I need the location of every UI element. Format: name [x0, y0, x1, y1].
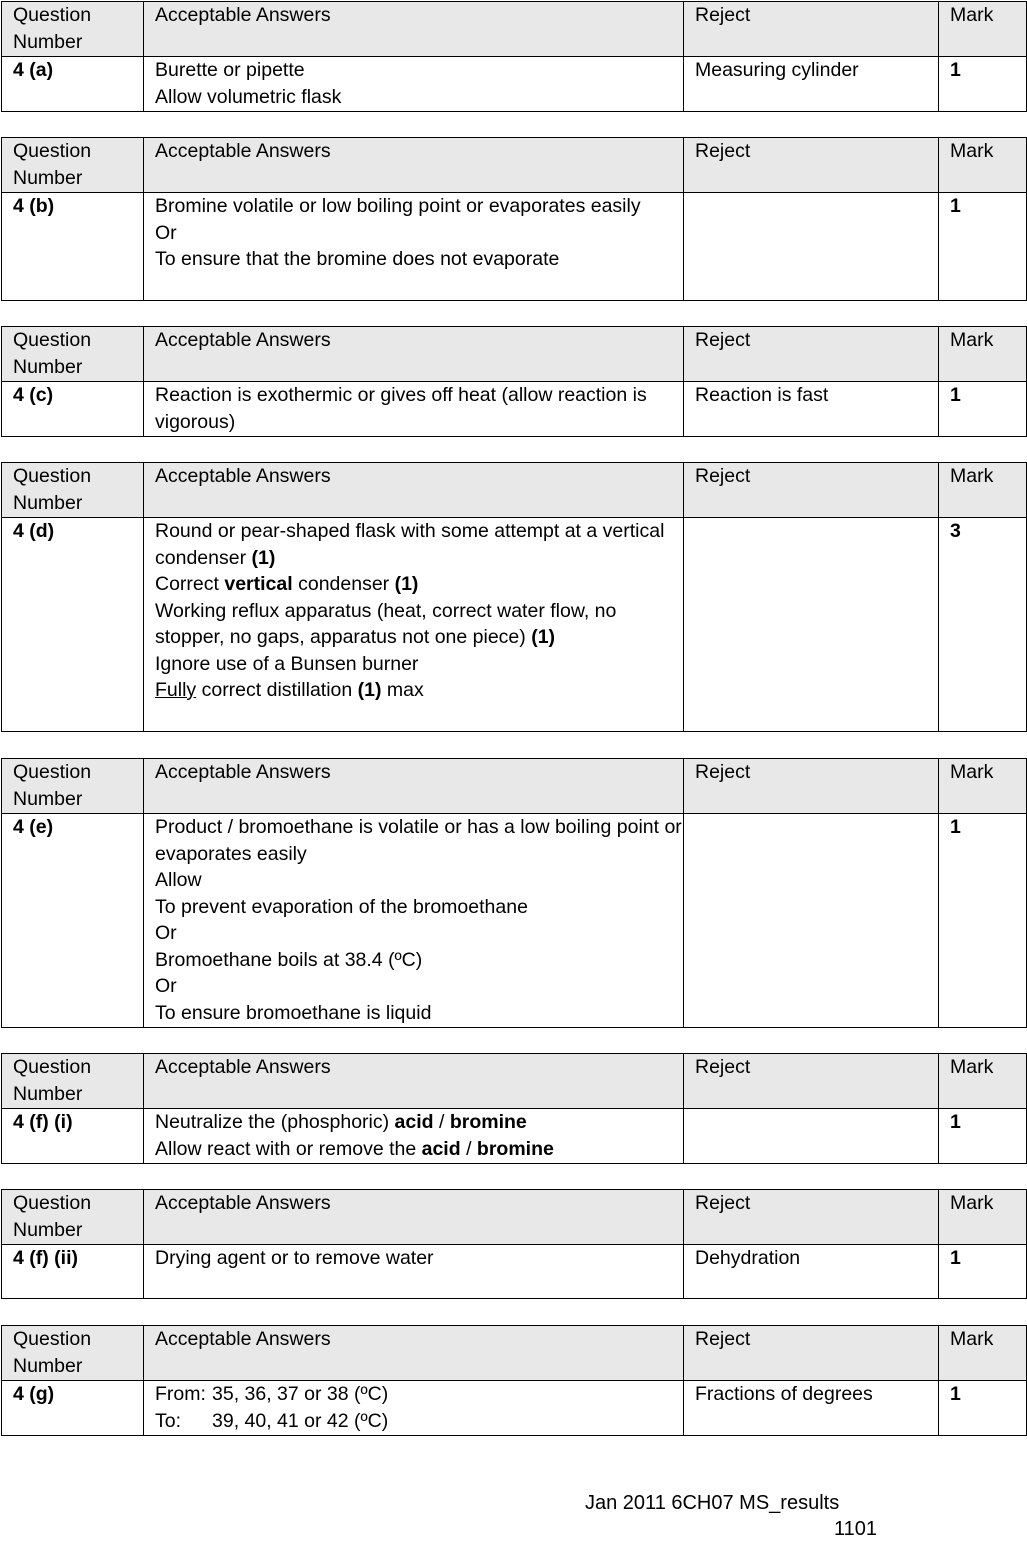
answer-row: [2, 814, 1027, 1028]
answer-text: /: [466, 1137, 472, 1160]
answer-text: Neutralize the (phosphoric): [155, 1111, 390, 1133]
question-number: 4 (f) (ii): [2, 1245, 144, 1299]
acceptable-answers: [144, 814, 684, 1028]
header-mark: Mark: [939, 2, 1027, 57]
answer-line: Burette or pipette: [155, 59, 305, 81]
header-acceptable-answers: Acceptable Answers: [144, 1190, 684, 1245]
answer-emphasis: bromine: [476, 1137, 554, 1160]
answer-line: To ensure that the bromine does not evaporate: [155, 248, 560, 270]
answer-line: Or: [155, 922, 177, 944]
answer-text: Allow react with or remove the: [155, 1137, 417, 1160]
question-number: 4 (e): [2, 814, 144, 1028]
header-question-number: Question Number: [2, 463, 144, 518]
header-acceptable-answers: Acceptable Answers: [144, 759, 684, 814]
answer-row: [2, 518, 1027, 732]
header-question-number: Question Number: [2, 1054, 144, 1109]
mark-value: 1: [939, 193, 1027, 301]
header-mark: Mark: [939, 327, 1027, 382]
range-values: 39, 40, 41 or 42 (ºC): [212, 1409, 389, 1432]
mark-value: 1: [939, 1381, 1027, 1436]
mark-value: 1: [939, 57, 1027, 112]
reject-text: [684, 193, 939, 301]
header-reject: Reject: [684, 138, 939, 193]
header-reject: Reject: [684, 1190, 939, 1245]
page-footer: [585, 1490, 877, 1542]
mark-point: (1): [251, 546, 276, 569]
acceptable-answers: [144, 1381, 684, 1436]
answer-text: /: [439, 1111, 445, 1133]
answer-emphasis: acid: [421, 1137, 461, 1160]
mark-table-4fi: [1, 1053, 1027, 1164]
range-label: To:: [155, 1409, 182, 1432]
answer-line: Or: [155, 221, 177, 244]
header-question-number: Question Number: [2, 2, 144, 57]
header-reject: Reject: [684, 327, 939, 382]
header-question-number: Question Number: [2, 138, 144, 193]
header-mark: Mark: [939, 759, 1027, 814]
answer-line: Or: [155, 975, 177, 997]
acceptable-answers: [144, 193, 684, 301]
answer-line: Product / bromoethane is volatile or has a low boiling point or evaporates easily: [155, 816, 682, 865]
answer-line: Working reflux apparatus (heat, correct water flow, no stopper, no gaps, apparatus not one piece): [155, 599, 617, 648]
reject-text: Fractions of degrees: [684, 1381, 939, 1436]
answer-text: Correct: [155, 573, 219, 595]
answer-row: [2, 1109, 1027, 1164]
header-question-number: Question Number: [2, 1326, 144, 1381]
header-reject: Reject: [684, 759, 939, 814]
answer-text: max: [386, 679, 424, 701]
header-acceptable-answers: Acceptable Answers: [144, 2, 684, 57]
answer-line: Drying agent or to remove water: [155, 1247, 434, 1269]
mark-value: 1: [939, 814, 1027, 1028]
header-mark: Mark: [939, 1054, 1027, 1109]
header-row: [2, 327, 1027, 382]
answer-emphasis: bromine: [449, 1111, 527, 1133]
answer-line: Ignore use of a Bunsen burner: [155, 652, 419, 675]
answer-line: Allow volumetric flask: [155, 85, 342, 108]
mark-table-4e: [1, 758, 1027, 1028]
header-mark: Mark: [939, 138, 1027, 193]
acceptable-answers: [144, 57, 684, 112]
footer-page-number: 1101: [833, 1518, 877, 1540]
mark-point: (1): [357, 679, 382, 701]
reject-text: [684, 518, 939, 732]
header-row: [2, 138, 1027, 193]
mark-table-4fii: [1, 1189, 1027, 1299]
header-mark: Mark: [939, 1326, 1027, 1381]
reject-text: [684, 814, 939, 1028]
answer-emphasis: vertical: [224, 573, 293, 595]
range-values: 35, 36, 37 or 38 (ºC): [212, 1383, 389, 1405]
reject-text: [684, 1109, 939, 1164]
mark-value: 1: [939, 382, 1027, 437]
mark-point: (1): [394, 573, 419, 595]
reject-text: Measuring cylinder: [684, 57, 939, 112]
header-question-number: Question Number: [2, 327, 144, 382]
header-row: [2, 1054, 1027, 1109]
header-reject: Reject: [684, 1326, 939, 1381]
answer-row: [2, 57, 1027, 112]
answer-row: [2, 193, 1027, 301]
mark-value: 3: [939, 518, 1027, 732]
mark-table-4c: [1, 326, 1027, 437]
answer-line: Bromine volatile or low boiling point or evaporates easily: [155, 195, 641, 217]
header-row: [2, 2, 1027, 57]
header-acceptable-answers: Acceptable Answers: [144, 327, 684, 382]
footer-document-code: Jan 2011 6CH07 MS_results: [585, 1492, 840, 1514]
range-label: From:: [155, 1383, 206, 1405]
answer-text: correct distillation: [201, 679, 353, 701]
header-question-number: Question Number: [2, 1190, 144, 1245]
answer-line: Reaction is exothermic or gives off heat (allow reaction is vigorous): [155, 384, 647, 433]
header-row: [2, 1190, 1027, 1245]
acceptable-answers: [144, 518, 684, 732]
answer-row: [2, 1381, 1027, 1436]
question-number: 4 (d): [2, 518, 144, 732]
mark-table-4d: [1, 462, 1027, 732]
header-row: [2, 463, 1027, 518]
mark-table-4g: [1, 1325, 1027, 1436]
answer-row: [2, 382, 1027, 437]
reject-text: Reaction is fast: [684, 382, 939, 437]
header-mark: Mark: [939, 463, 1027, 518]
question-number: 4 (c): [2, 382, 144, 437]
mark-value: 1: [939, 1245, 1027, 1299]
header-reject: Reject: [684, 1054, 939, 1109]
acceptable-answers: [144, 382, 684, 437]
header-acceptable-answers: Acceptable Answers: [144, 138, 684, 193]
header-acceptable-answers: Acceptable Answers: [144, 463, 684, 518]
answer-line: Allow: [155, 869, 202, 891]
answer-text: condenser: [298, 573, 390, 595]
question-number: 4 (g): [2, 1381, 144, 1436]
answer-row: [2, 1245, 1027, 1299]
answer-underlined: Fully: [155, 679, 197, 701]
question-number: 4 (b): [2, 193, 144, 301]
acceptable-answers: [144, 1245, 684, 1299]
header-question-number: Question Number: [2, 759, 144, 814]
answer-line: To prevent evaporation of the bromoethane: [155, 895, 528, 918]
reject-text: Dehydration: [684, 1245, 939, 1299]
question-number: 4 (a): [2, 57, 144, 112]
mark-table-4a: [1, 1, 1027, 112]
header-acceptable-answers: Acceptable Answers: [144, 1054, 684, 1109]
answer-line: Round or pear-shaped flask with some attempt at a vertical condenser: [155, 520, 665, 569]
header-acceptable-answers: Acceptable Answers: [144, 1326, 684, 1381]
question-number: 4 (f) (i): [2, 1109, 144, 1164]
answer-line: To ensure bromoethane is liquid: [155, 1001, 432, 1024]
header-row: [2, 759, 1027, 814]
header-mark: Mark: [939, 1190, 1027, 1245]
mark-point: (1): [531, 626, 556, 648]
mark-value: 1: [939, 1109, 1027, 1164]
answer-line: Bromoethane boils at 38.4 (ºC): [155, 948, 423, 971]
answer-emphasis: acid: [394, 1111, 434, 1133]
acceptable-answers: [144, 1109, 684, 1164]
mark-table-4b: [1, 137, 1027, 301]
header-reject: Reject: [684, 2, 939, 57]
header-reject: Reject: [684, 463, 939, 518]
header-row: [2, 1326, 1027, 1381]
